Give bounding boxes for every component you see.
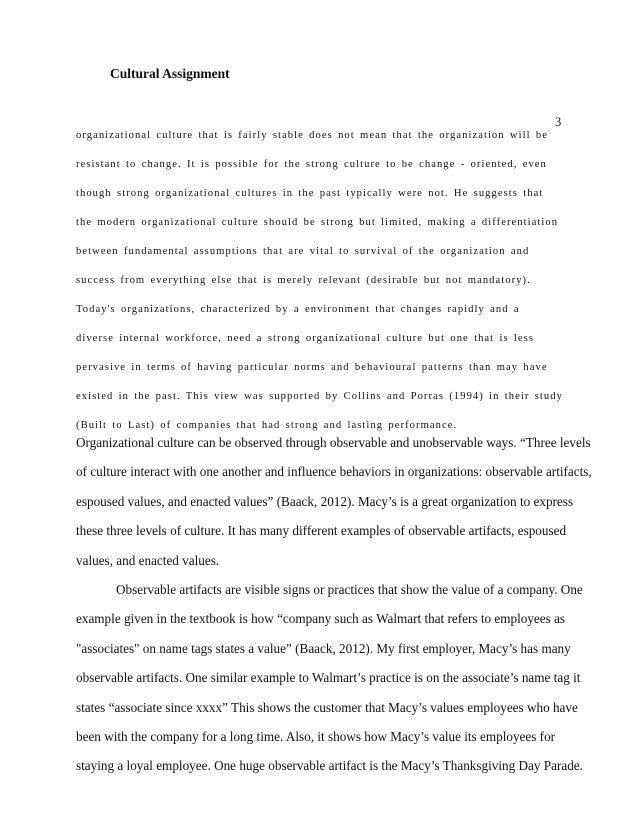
- spaced-paragraph: [76, 121, 571, 440]
- text-line: pervasive in terms of having particular norms and behavioural patterns than may have: [76, 362, 548, 373]
- document-title: Cultural Assignment: [110, 66, 230, 81]
- text-line: (Built to Last) of companies that had strong and lasting performance.: [76, 420, 458, 431]
- text-line: Observable artifacts are visible signs or practices that show the value of a company. One: [116, 581, 583, 597]
- text-line: states “associate since xxxx” This shows the customer that Macy’s values employees who have: [76, 699, 578, 715]
- text-line: "associates" on name tags states a value” (Baack, 2012). My first employer, Macy’s has many: [76, 640, 571, 656]
- text-line: though strong organizational cultures in the past typically were not. He suggests that: [76, 188, 544, 199]
- text-line: of culture interact with one another and influence behaviors in organizations: observable artifacts,: [76, 464, 592, 480]
- text-line: resistant to change. It is possible for the strong culture to be change - oriented, even: [76, 159, 547, 170]
- body-paragraphs: [76, 428, 592, 781]
- text-line: staying a loyal employee. One huge observable artifact is the Macy’s Thanksgiving Day Parade.: [76, 758, 583, 774]
- text-line: values, and enacted values.: [76, 552, 220, 568]
- text-line: these three levels of culture. It has many different examples of observable artifacts, espoused: [76, 523, 567, 539]
- text-line: between fundamental assumptions that are vital to survival of the organization and: [76, 246, 530, 257]
- text-line: success from everything else that is merely relevant (desirable but not mandatory).: [76, 275, 531, 286]
- text-line: the modern organizational culture should be strong but limited, making a differentiation: [76, 217, 559, 228]
- text-line: Today's organizations, characterized by a environment that changes rapidly and a: [76, 304, 520, 315]
- text-line: Organizational culture can be observed through observable and unobservable ways. “Three levels: [76, 435, 591, 450]
- page-number: 3: [555, 115, 562, 129]
- text-line: diverse internal workforce, need a strong organizational culture but one that is less: [76, 333, 535, 344]
- text-line: existed in the past. This view was supported by Collins and Porras (1994) in their study: [76, 391, 563, 402]
- text-line: example given in the textbook is how “company such as Walmart that refers to employees as: [76, 611, 566, 627]
- text-line: espoused values, and enacted values” (Baack, 2012). Macy’s is a great organization to express: [76, 493, 574, 509]
- text-line: observable artifacts. One similar example to Walmart’s practice is on the associate’s name tag it: [76, 670, 581, 686]
- text-line: been with the company for a long time. Also, it shows how Macy’s value its employees for: [76, 728, 556, 744]
- text-line: organizational culture that is fairly stable does not mean that the organization will be: [76, 130, 549, 141]
